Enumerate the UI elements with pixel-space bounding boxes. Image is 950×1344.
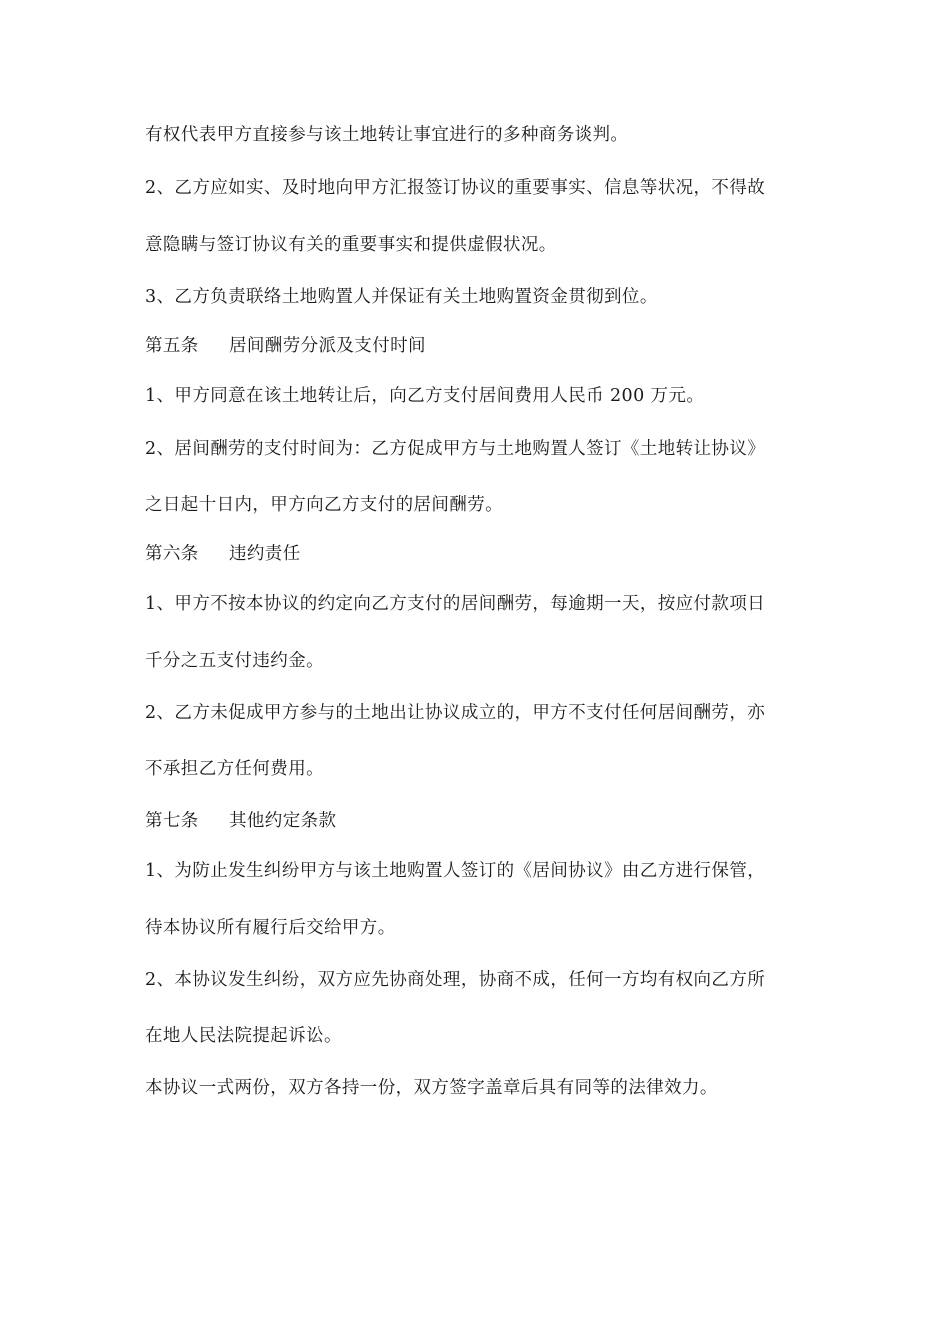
section-heading-6 [145,542,815,566]
section-title: 居间酬劳分派及支付时间 [229,336,426,356]
paragraph-line: 待本协议所有履行后交给甲方。 [145,918,396,938]
paragraph-line: 在地人民法院提起诉讼。 [145,1026,342,1046]
section-heading-5 [145,334,815,358]
paragraph-line: 之日起十日内，甲方向乙方支付的居间酬劳。 [145,495,503,515]
section-heading-7 [145,809,815,833]
paragraph-line: 意隐瞒与签订协议有关的重要事实和提供虚假状况。 [145,235,557,255]
clause-line: 1、为防止发生纠纷甲方与该土地购置人签订的《居间协议》由乙方进行保管， [145,861,766,881]
section-title: 其他约定条款 [229,811,337,831]
clause-line: 2、本协议发生纠纷，双方应先协商处理，协商不成，任何一方均有权向乙方所 [145,970,766,990]
paragraph-line: 千分之五支付违约金。 [145,651,324,671]
clause-line: 2、乙方应如实、及时地向甲方汇报签订协议的重要事实、信息等状况，不得故 [145,178,766,198]
clause-line: 2、居间酬劳的支付时间为：乙方促成甲方与土地购置人签订《土地转让协议》 [145,439,766,459]
paragraph-line: 有权代表甲方直接参与该土地转让事宜进行的多种商务谈判。 [145,125,629,145]
clause-line: 1、甲方同意在该土地转让后，向乙方支付居间费用人民币 200 万元。 [145,386,705,406]
section-number: 第六条 [145,544,199,564]
clause-line: 3、乙方负责联络土地购置人并保证有关土地购置资金贯彻到位。 [145,287,658,307]
clause-line: 1、甲方不按本协议的约定向乙方支付的居间酬劳，每逾期一天，按应付款项日 [145,594,766,614]
clause-line: 2、乙方未促成甲方参与的土地出让协议成立的，甲方不支付任何居间酬劳，亦 [145,703,766,723]
paragraph-line: 不承担乙方任何费用。 [145,759,324,779]
section-number: 第五条 [145,336,199,356]
section-title: 违约责任 [229,544,301,564]
closing-statement: 本协议一式两份，双方各持一份，双方签字盖章后具有同等的法律效力。 [145,1078,718,1098]
section-number: 第七条 [145,811,199,831]
